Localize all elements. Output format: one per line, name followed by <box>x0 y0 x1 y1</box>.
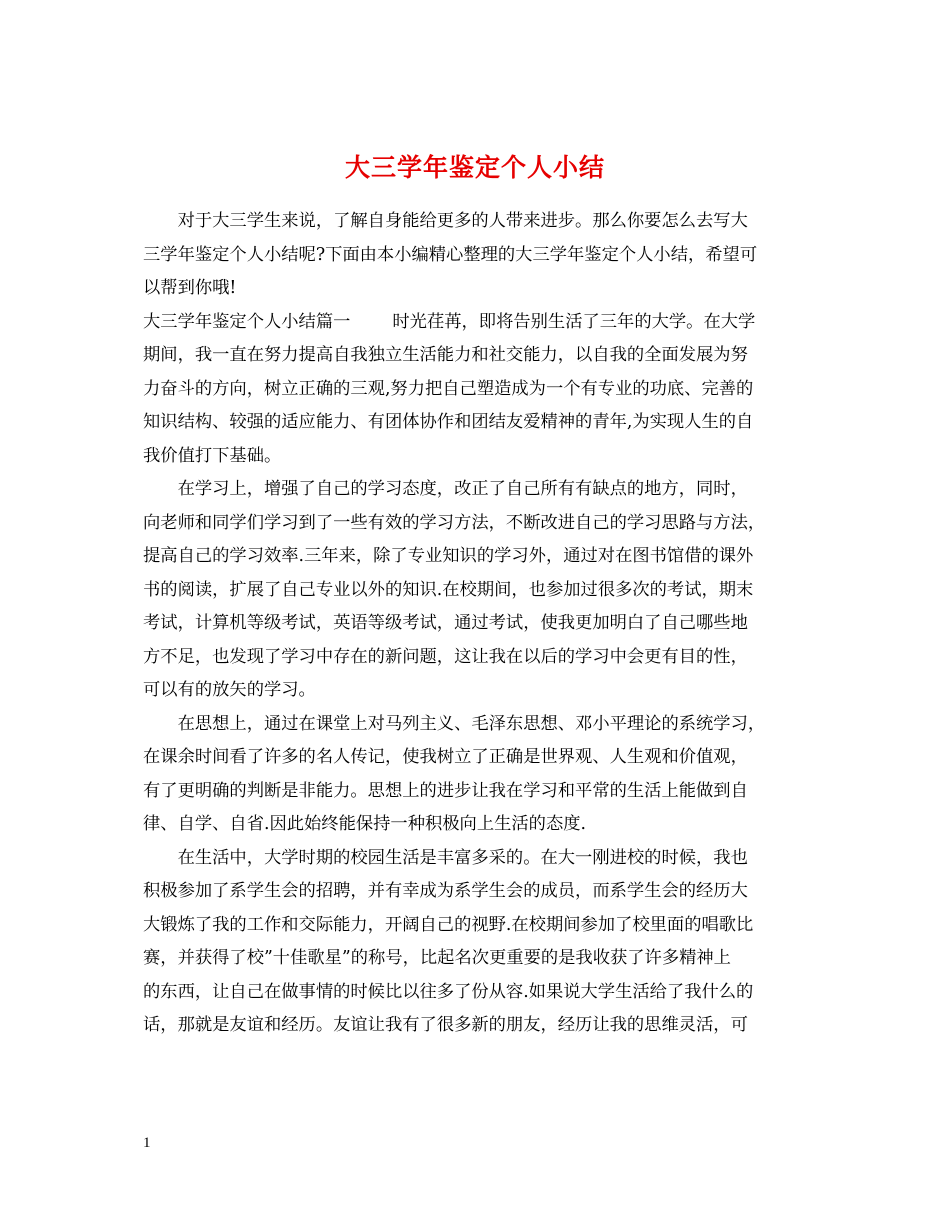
text-line: 可以有的放矢的学习。 <box>143 680 316 700</box>
text-line: 赛，并获得了校”十佳歌星”的称号，比起名次更重要的是我收获了许多精神上 <box>143 948 731 968</box>
text-line: 话，那就是友谊和经历。友谊让我有了很多新的朋友，经历让我的思维灵活，可 <box>143 1015 748 1035</box>
page-title: 大三学年鉴定个人小结 <box>344 152 605 182</box>
page-number: 1 <box>143 1135 151 1151</box>
section-heading: 大三学年鉴定个人小结篇一 <box>143 311 351 332</box>
text-line: 向老师和同学们学习到了一些有效的学习方法，不断改进自己的学习思路与方法， <box>143 512 766 533</box>
text-line: 期间，我一直在努力提高自我独立生活能力和社交能力，以自我的全面发展为努 <box>143 345 748 365</box>
paragraph-study <box>143 473 825 708</box>
text-line: 在生活中，大学时期的校园生活是丰富多采的。在大一刚进校的时候，我也 <box>177 847 748 868</box>
paragraph-thought <box>143 708 825 842</box>
paragraph-section-one <box>143 306 825 474</box>
text-line: 在学习上，增强了自己的学习态度，改正了自己所有有缺点的地方，同时， <box>177 479 748 499</box>
text-line: 我价值打下基础。 <box>143 445 282 466</box>
document-body <box>143 205 825 1043</box>
paragraph-life <box>143 842 825 1043</box>
text-line: 大锻炼了我的工作和交际能力，开阔自己的视野.在校期间参加了校里面的唱歌比 <box>143 914 754 935</box>
text-line: 在课余时间看了许多的名人传记，使我树立了正确是世界观、人生观和价值观， <box>143 747 748 767</box>
text-line: 提高自己的学习效率.三年来，除了专业知识的学习外，通过对在图书馆借的课外 <box>143 546 754 566</box>
text-line: 力奋斗的方向，树立正确的三观,努力把自己塑造成为一个有专业的功底、完善的 <box>143 378 754 399</box>
text-line: 在思想上，通过在课堂上对马列主义、毛泽东思想、邓小平理论的系统学习， <box>177 713 766 734</box>
text-line: 方不足，也发现了学习中存在的新问题，这让我在以后的学习中会更有目的性， <box>143 646 748 667</box>
text-line: 书的阅读，扩展了自己专业以外的知识.在校期间，也参加过很多次的考试，期末 <box>143 579 754 600</box>
text-line: 三学年鉴定个人小结呢?下面由本小编精心整理的大三学年鉴定个人小结，希望可 <box>143 244 758 265</box>
text-line: 考试，计算机等级考试，英语等级考试，通过考试，使我更加明白了自己哪些地 <box>143 613 748 633</box>
text-line: 对于大三学生来说，了解自身能给更多的人带来进步。那么你要怎么去写大 <box>177 211 748 231</box>
text-line: 律、自学、自省.因此始终能保持一种积极向上生活的态度. <box>143 814 587 834</box>
text-line: 有了更明确的判断是非能力。思想上的进步让我在学习和平常的生活上能做到自 <box>143 780 748 801</box>
text-line: 以帮到你哦! <box>143 278 237 298</box>
text-line: 知识结构、较强的适应能力、有团体协作和团结友爱精神的青年,为实现人生的自 <box>143 412 754 432</box>
text-line: 的东西，让自己在做事情的时候比以往多了份从容.如果说大学生活给了我什么的 <box>143 981 754 1002</box>
paragraph-intro <box>143 205 825 306</box>
text-line: 积极参加了系学生会的招聘，并有幸成为系学生会的成员，而系学生会的经历大 <box>143 881 748 901</box>
text-line: 大三学年鉴定个人小结篇一 时光荏苒，即将告别生活了三年的大学。在大学 <box>143 311 756 332</box>
